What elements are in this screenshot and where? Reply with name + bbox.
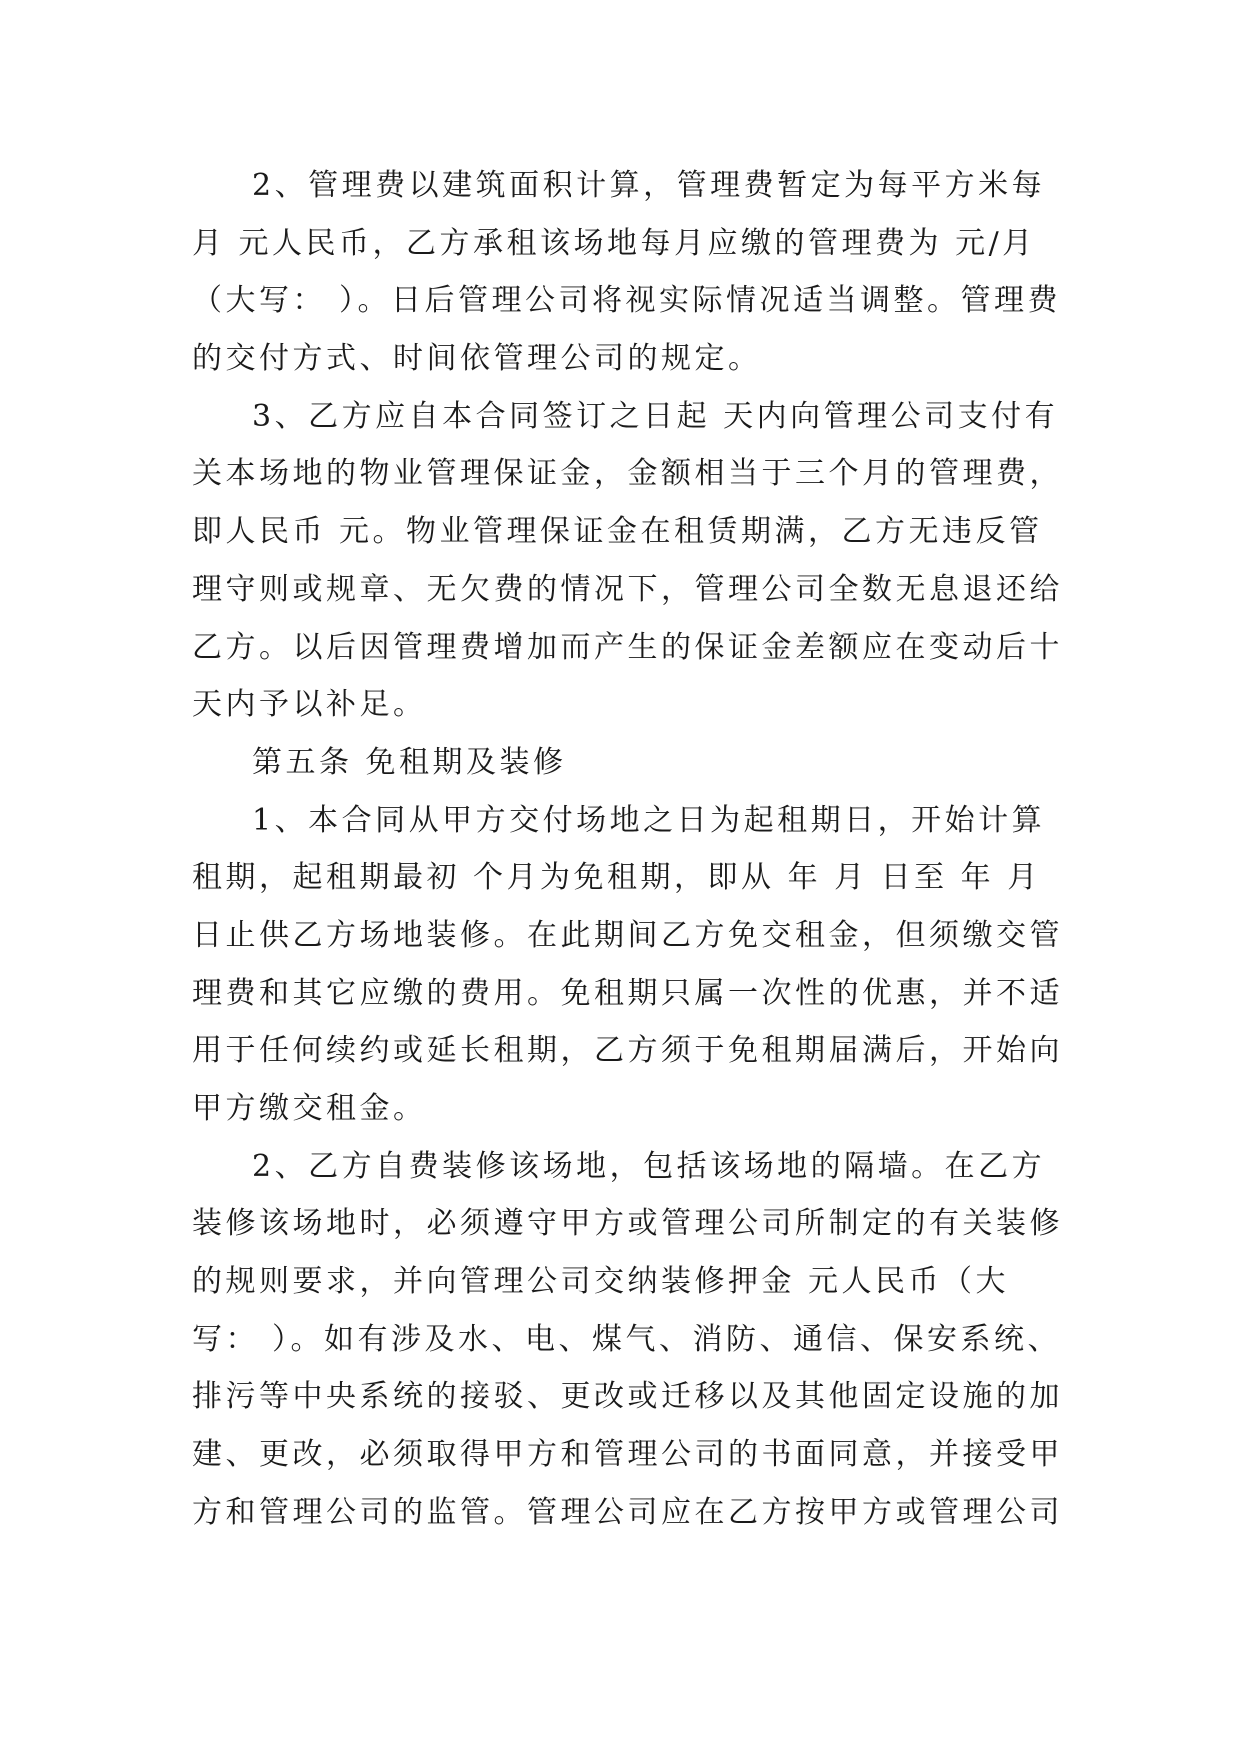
text-line: 理守则或规章、无欠费的情况下，管理公司全数无息退还给 [192, 571, 1063, 607]
text-line: 的规则要求，并向管理公司交纳装修押金 元人民币（大 [192, 1264, 1010, 1300]
text-line: 排污等中央系统的接驳、更改或迁移以及其他固定设施的加 [192, 1379, 1063, 1415]
text-line: 3、乙方应自本合同签订之日起 天内向管理公司支付有 [252, 398, 1059, 434]
document-body [192, 157, 1063, 1542]
text-line: 关本场地的物业管理保证金，金额相当于三个月的管理费， [192, 456, 1063, 492]
text-line: 方和管理公司的监管。管理公司应在乙方按甲方或管理公司 [192, 1494, 1063, 1530]
text-line: 2、管理费以建筑面积计算，管理费暂定为每平方米每 [252, 168, 1046, 203]
text-line: 乙方。以后因管理费增加而产生的保证金差额应在变动后十 [192, 629, 1063, 665]
text-line: 租期，起租期最初 个月为免租期，即从 年 月 日至 年 月 [192, 860, 1041, 896]
text-line: 理费和其它应缴的费用。免租期只属一次性的优惠，并不适 [192, 975, 1063, 1011]
text-line: 2、乙方自费装修该场地，包括该场地的隔墙。在乙方 [252, 1148, 1046, 1184]
text-line: 甲方缴交租金。 [192, 1091, 427, 1126]
text-line: 1、本合同从甲方交付场地之日为起租期日，开始计算 [252, 802, 1046, 838]
text-line: 建、更改，必须取得甲方和管理公司的书面同意，并接受甲 [192, 1437, 1063, 1473]
text-line: 天内予以补足。 [192, 687, 427, 723]
section-heading: 第五条 免租期及装修 [252, 744, 567, 780]
text-line: 用于任何续约或延长租期，乙方须于免租期届满后，开始向 [192, 1033, 1063, 1069]
text-line: 装修该场地时，必须遵守甲方或管理公司所制定的有关装修 [192, 1206, 1063, 1242]
text-line: 写： ）。如有涉及水、电、煤气、消防、通信、保安系统、 [192, 1321, 1062, 1357]
text-line: 的交付方式、时间依管理公司的规定。 [192, 341, 762, 377]
text-line: 即人民币 元。物业管理保证金在租赁期满，乙方无违反管 [192, 514, 1043, 550]
text-line: 日止供乙方场地装修。在此期间乙方免交租金，但须缴交管 [192, 917, 1063, 953]
text-line: 月 元人民币，乙方承租该场地每月应缴的管理费为 元/月 [192, 225, 1036, 261]
text-line: （大写： ）。日后管理公司将视实际情况适当调整。管理费 [192, 283, 1062, 319]
